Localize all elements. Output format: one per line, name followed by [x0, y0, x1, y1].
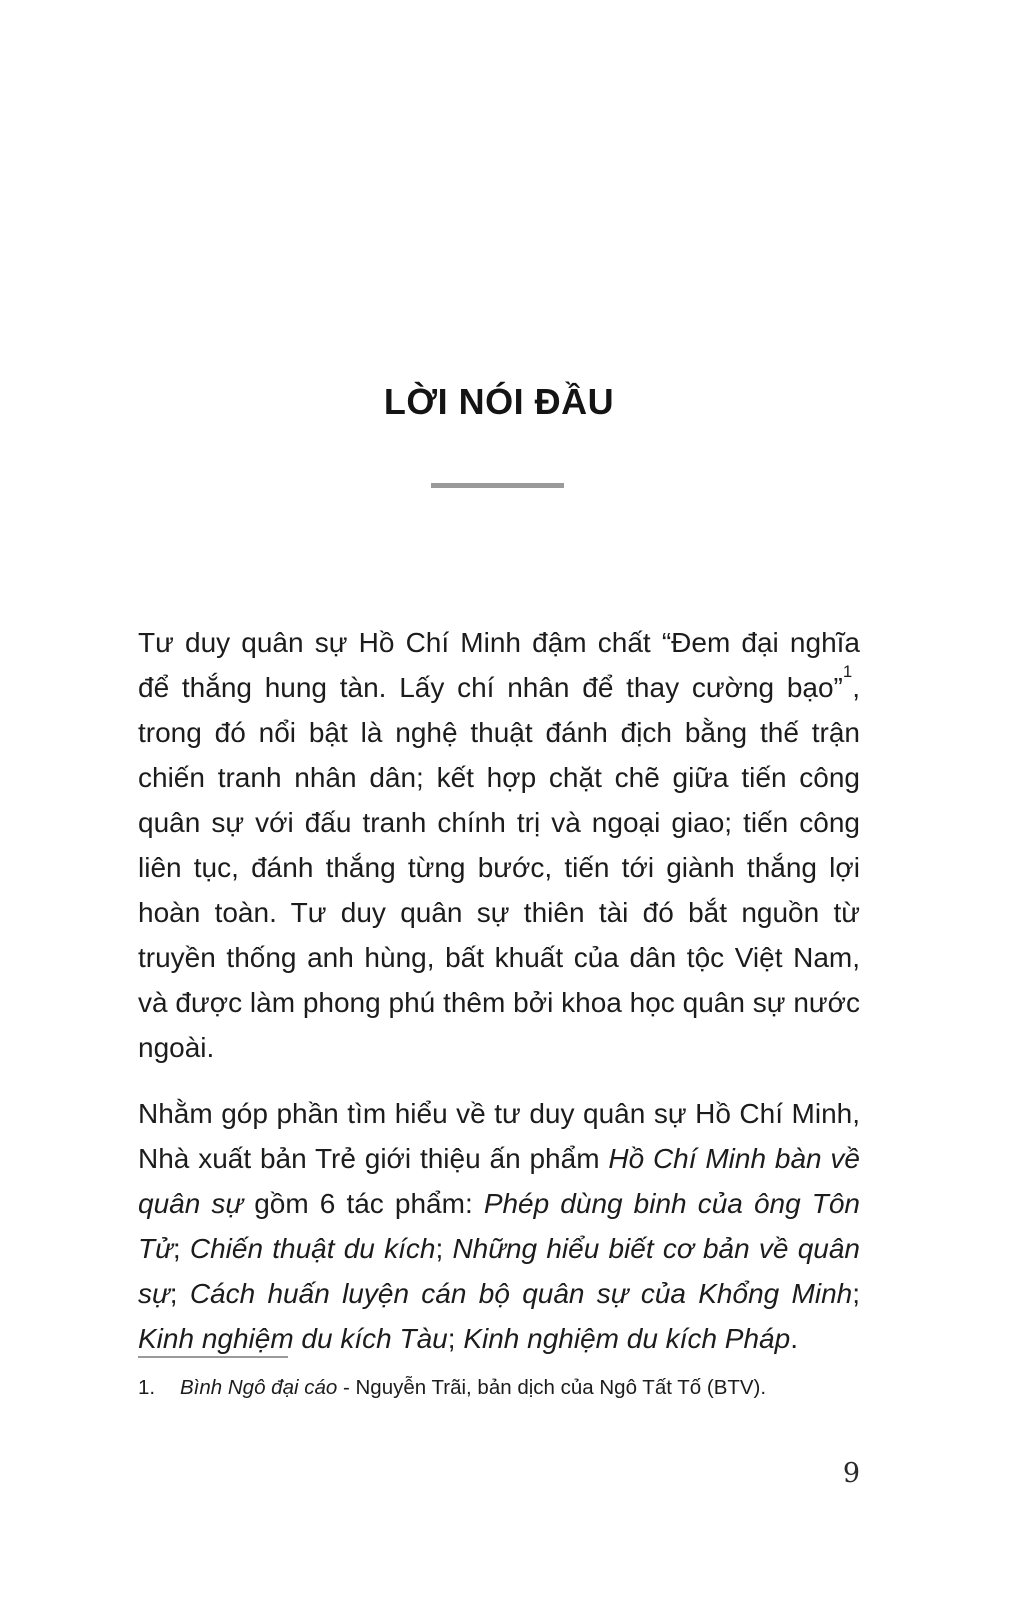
book-title-phep-dung-binh: Phép dùng binh của ông Tôn Tử [138, 1188, 860, 1264]
body-text [138, 620, 860, 1382]
para2-separator-1: ; [172, 1233, 190, 1264]
para1-text: Tư duy quân sự Hồ Chí Minh đậm chất “Đem đại nghĩa để thắng hung tàn. Lấy chí nhân để thay cường bạo” [138, 627, 860, 703]
footnote-text: - Nguyễn Trãi, bản dịch của Ngô Tất Tố (BTV). [337, 1376, 767, 1399]
book-title-chien-thuat-du-kich: Chiến thuật du kích [189, 1233, 436, 1264]
paragraph-1 [138, 620, 860, 1070]
para1-text-continued: , trong đó nổi bật là nghệ thuật đánh địch bằng thế trận chiến tranh nhân dân; kết hợp chặt chẽ giữa tiến công quân sự với đấu tranh chính trị và ngoại giao; tiến công liên tục, đánh thắng từng bước, tiến tới giành thắng lợi hoàn toàn. Tư duy quân sự thiên tài đó bắt nguồn từ truyền thống anh hùng, bất khuất của dân tộc Việt Nam, và được làm phong phú thêm bởi khoa học quân sự nước ngoài. [138, 672, 860, 1063]
para2-period: . [790, 1323, 798, 1354]
book-title-cach-huan-luyen-can-bo: Cách huấn luyện cán bộ quân sự của Khổng Minh [189, 1278, 853, 1309]
book-title-kinh-nghiem-du-kich-phap: Kinh nghiệm du kích Pháp [463, 1323, 791, 1354]
para2-separator-2: ; [435, 1233, 453, 1264]
para2-text-2: gồm 6 tác phẩm: [243, 1188, 484, 1219]
page-title: LỜI NÓI ĐẦU [383, 381, 615, 422]
para2-separator-5: ; [447, 1323, 464, 1354]
page-number: 9 [842, 1458, 860, 1489]
book-title-nhung-hieu-biet-co-ban: Những hiểu biết cơ bản về quân sự [138, 1233, 860, 1309]
paragraph-2 [138, 1091, 860, 1361]
book-title-ho-chi-minh-ban-ve-quan-su: Hồ Chí Minh bàn về quân sự [138, 1143, 860, 1219]
footnote-number: 1. [138, 1376, 156, 1399]
footnote [138, 1374, 860, 1402]
footnote-work-title: Bình Ngô đại cáo [180, 1376, 338, 1399]
footnote-reference-1: 1 [842, 662, 853, 682]
para2-text: Nhằm góp phần tìm hiểu về tư duy quân sự Hồ Chí Minh, Nhà xuất bản Trẻ giới thiệu ấn phẩm [138, 1098, 860, 1174]
para2-separator-3: ; [169, 1278, 190, 1309]
para2-separator-4: ; [852, 1278, 860, 1309]
title-divider [431, 483, 564, 488]
book-title-kinh-nghiem-du-kich-tau: Kinh nghiệm du kích Tàu [138, 1323, 448, 1354]
footnote-separator [138, 1356, 288, 1358]
footnote-body [180, 1374, 860, 1402]
